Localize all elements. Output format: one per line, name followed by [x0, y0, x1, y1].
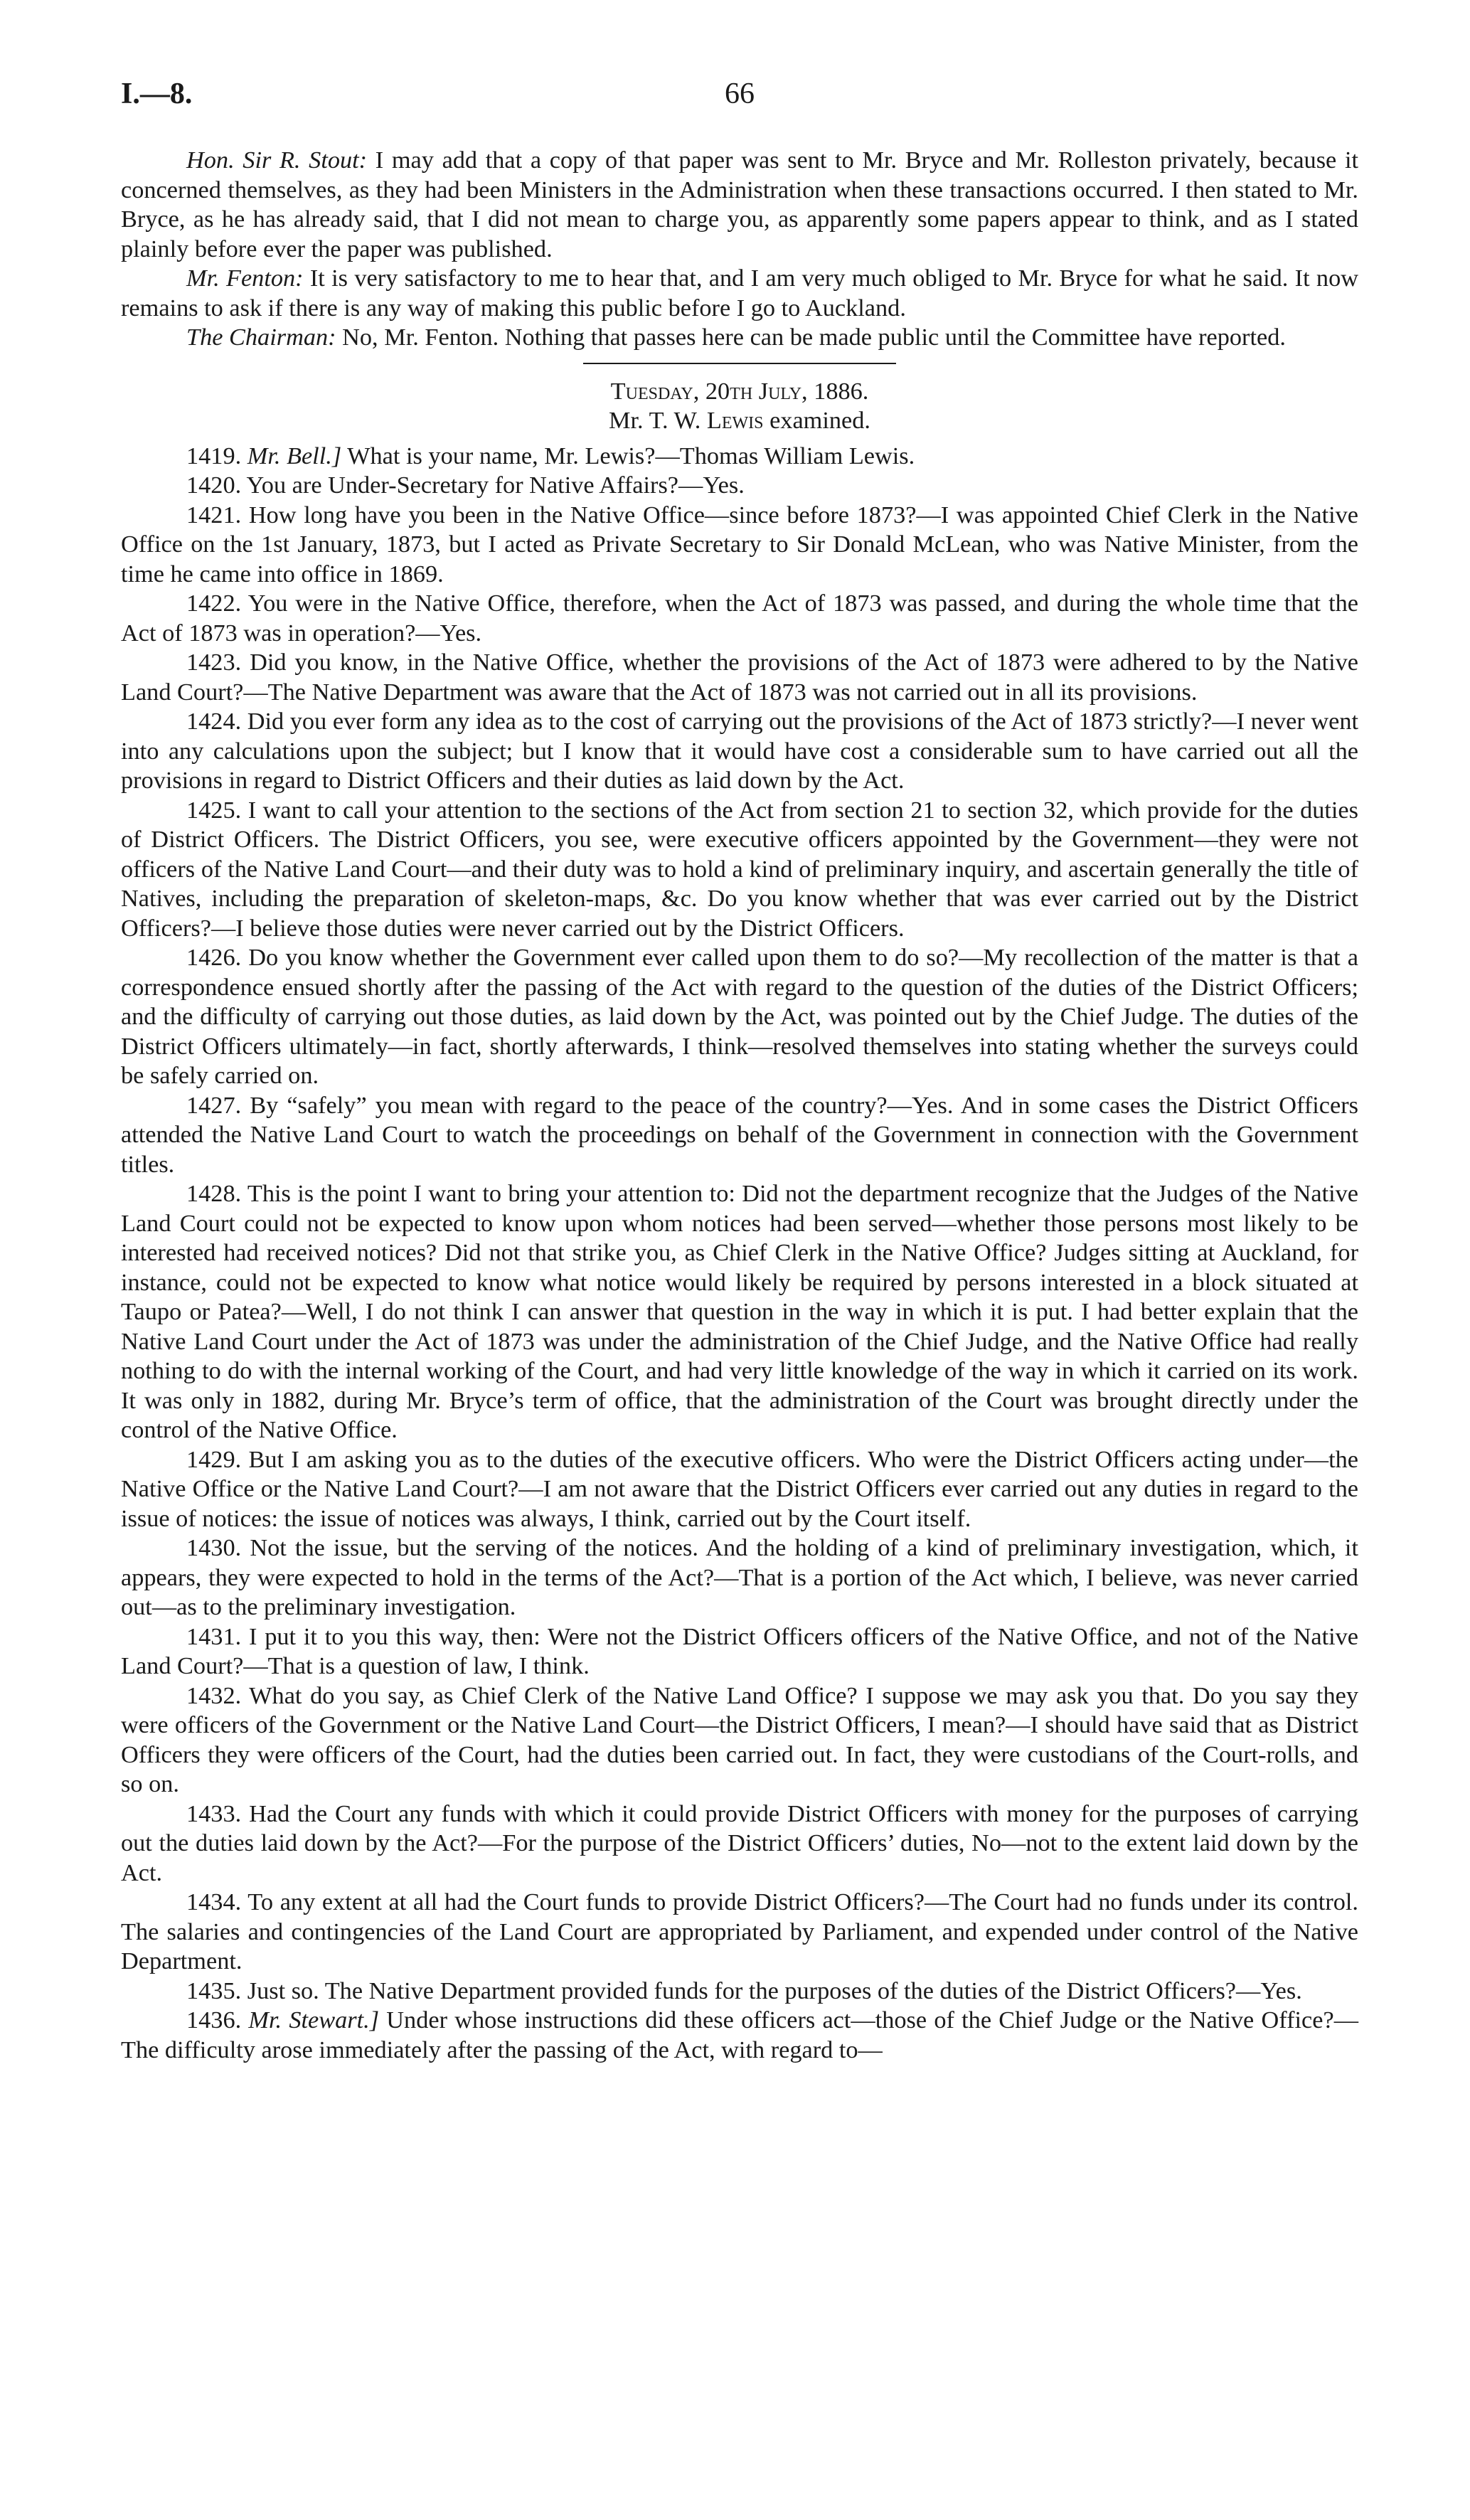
question-paragraph	[121, 648, 1358, 707]
question-speaker: Mr. Bell.]	[247, 442, 342, 469]
witness-heading	[121, 406, 1358, 436]
speaker-name: Mr. Fenton:	[186, 265, 304, 292]
question-text: You are Under-Secretary for Native Affairs?—Yes.	[241, 472, 745, 499]
question-number: 1435.	[186, 1977, 242, 2004]
question-text: Do you know whether the Government ever called upon them to do so?—My recollection of the matter is that a correspondence ensued shortly after the passing of the Act with regard to the question of the duties of the District Officers; and the difficulty of carrying out those duties, as laid down by the Act, was pointed out by the Chief Judge. The duties of the District Officers ultimately—in fact, shortly afterwards, I think—resolved themselves into stating whether the surveys could be safely carried on.	[121, 944, 1358, 1089]
witness-name: Lewis	[706, 407, 764, 434]
statement-text: No, Mr. Fenton. Nothing that passes here can be made public until the Committee have reported.	[336, 324, 1286, 351]
question-text: I want to call your attention to the sections of the Act from section 21 to section 32, which provide for the duties of District Officers. The District Officers, you see, were executive officers appointed by the Government—they were not officers of the Native Land Court—and their duty was to hold a kind of preliminary inquiry, and ascertain generally the title of Natives, including the preparation of skeleton-maps, &c. Do you know whether that was ever carried out by the District Officers?—I believe those duties were never carried out by the District Officers.	[121, 796, 1358, 942]
statement-text: I may add that a copy of that paper was sent to Mr. Bryce and Mr. Rolleston privately, because it concerned themselves, as they had been Ministers in the Administration when these transactions occurred. I then stated to Mr. Bryce, as he has already said, that I did not mean to charge you, as apparently some papers appear to think, and as I stated plainly before ever the paper was published.	[121, 147, 1358, 262]
question-number: 1420.	[186, 472, 242, 499]
section-divider	[583, 363, 896, 364]
question-number: 1433.	[186, 1799, 242, 1827]
question-number: 1428.	[186, 1180, 242, 1207]
question-paragraph	[121, 442, 1358, 472]
question-paragraph	[121, 1091, 1358, 1180]
witness-suffix: examined.	[763, 407, 870, 434]
question-number: 1436.	[186, 2006, 242, 2033]
document-reference: I.—8.	[121, 78, 193, 110]
question-paragraph	[121, 1533, 1358, 1622]
question-paragraph	[121, 1179, 1358, 1445]
witness-prefix: Mr. T. W.	[609, 407, 707, 434]
question-paragraph	[121, 1622, 1358, 1681]
question-number: 1423.	[186, 649, 242, 676]
question-number: 1419.	[186, 442, 242, 469]
question-number: 1431.	[186, 1622, 242, 1650]
question-text: You were in the Native Office, therefore, when the Act of 1873 was passed, and during the whole time that the Act of 1873 was in operation?—Yes.	[121, 590, 1358, 647]
document-body	[121, 146, 1358, 2065]
question-text: By “safely” you mean with regard to the peace of the country?—Yes. And in some cases the District Officers attended the Native Land Court to watch the proceedings on behalf of the Government in connection with the Government titles.	[121, 1091, 1358, 1178]
question-number: 1429.	[186, 1445, 242, 1473]
question-paragraph	[121, 707, 1358, 796]
question-text: How long have you been in the Native Office—since before 1873?—I was appointed Chief Clerk in the Native Office on the 1st January, 1873, but I acted as Private Secretary to Sir Donald McLean, who was Native Minister, from the time he came into office in 1869.	[121, 501, 1358, 588]
question-text: I put it to you this way, then: Were not the District Officers officers of the Native Office, and not of the Native Land Court?—That is a question of law, I think.	[121, 1622, 1358, 1679]
question-text: Did you know, in the Native Office, whether the provisions of the Act of 1873 were adhered to by the Native Land Court?—The Native Department was aware that the Act of 1873 was not carried out in all its provisions.	[121, 649, 1358, 706]
question-number: 1422.	[186, 590, 242, 617]
speaker-name: The Chairman:	[186, 324, 336, 351]
question-number: 1432.	[186, 1681, 242, 1709]
statement-text: It is very satisfactory to me to hear that, and I am very much obliged to Mr. Bryce for what he said. It now remains to ask if there is any way of making this public before I go to Auckland.	[121, 265, 1358, 321]
statement-paragraph	[121, 323, 1358, 353]
question-number: 1424.	[186, 708, 242, 735]
question-paragraph	[121, 2006, 1358, 2065]
question-paragraph	[121, 1977, 1358, 2006]
question-paragraph	[121, 501, 1358, 590]
question-number: 1430.	[186, 1534, 242, 1561]
question-text: Just so. The Native Department provided funds for the purposes of the duties of the District Officers?—Yes.	[241, 1977, 1302, 2004]
question-paragraph	[121, 589, 1358, 648]
question-text: Did you ever form any idea as to the cost of carrying out the provisions of the Act of 1873 strictly?—I never went into any calculations upon the subject; but I know that it would have cost a considerable sum to have carried out all the provisions in regard to District Officers and their duties as laid down by the Act.	[121, 708, 1358, 794]
question-paragraph	[121, 1888, 1358, 1977]
question-text: Had the Court any funds with which it could provide District Officers with money for the purposes of carrying out the duties laid down by the Act?—For the purpose of the District Officers’ duties, No—not to the extent laid down by the Act.	[121, 1799, 1358, 1886]
question-paragraph	[121, 1799, 1358, 1888]
question-number: 1425.	[186, 796, 242, 824]
session-date: Tuesday, 20th July, 1886.	[610, 377, 869, 405]
question-text: Under whose instructions did these officers act—those of the Chief Judge or the Native Office?—The difficulty arose immediately after the passing of the Act, with regard to—	[121, 2006, 1358, 2063]
question-paragraph	[121, 1445, 1358, 1534]
question-number: 1427.	[186, 1091, 242, 1119]
question-number: 1426.	[186, 944, 242, 971]
statement-paragraph	[121, 146, 1358, 264]
page-number: 66	[725, 78, 755, 110]
question-text: What is your name, Mr. Lewis?—Thomas William Lewis.	[341, 442, 915, 469]
statement-paragraph	[121, 264, 1358, 323]
question-paragraph	[121, 943, 1358, 1091]
question-text: Not the issue, but the serving of the notices. And the holding of a kind of preliminary investigation, which, it appears, they were expected to hold in the terms of the Act?—That is a portion of the Act which, I believe, was never carried out—as to the preliminary investigation.	[121, 1534, 1358, 1620]
speaker-name: Hon. Sir R. Stout:	[186, 147, 368, 174]
question-paragraph	[121, 796, 1358, 944]
question-text: To any extent at all had the Court funds to provide District Officers?—The Court had no funds under its control. The salaries and contingencies of the Land Court are appropriated by Parliament, and expended under control of the Native Department.	[121, 1888, 1358, 1974]
question-text: But I am asking you as to the duties of the executive officers. Who were the District Officers acting under—the Native Office or the Native Land Court?—I am not aware that the District Officers ever carried out any duties in regard to the issue of notices: the issue of notices was always, I think, carried out by the Court itself.	[121, 1445, 1358, 1532]
page-header	[121, 77, 1358, 119]
question-speaker: Mr. Stewart.]	[248, 2006, 380, 2033]
question-text: What do you say, as Chief Clerk of the Native Land Office? I suppose we may ask you that. Do you say they were officers of the Government or the Native Land Court—the District Officers, I mean?—I should have said that as District Officers they were officers of the Court, had the duties been carried out. In fact, they were custodians of the Court-rolls, and so on.	[121, 1681, 1358, 1797]
question-number: 1434.	[186, 1888, 242, 1915]
question-text: This is the point I want to bring your attention to: Did not the department recognize that the Judges of the Native Land Court could not be expected to know upon whom notices had been served—whether those persons most likely to be interested had received notices? Did not that strike you, as Chief Clerk in the Native Office? Judges sitting at Auckland, for instance, could not be expected to know what notice would likely be required by persons interested in a block situated at Taupo or Patea?—Well, I do not think I can answer that question in the way in which it is put. I had better explain that the Native Land Court under the Act of 1873 was under the administration of the Chief Judge, and the Native Office had really nothing to do with the internal working of the Court, and had very little knowledge of the way in which it carried on its work. It was only in 1882, during Mr. Bryce’s term of office, that the administration of the Court was brought directly under the control of the Native Office.	[121, 1180, 1358, 1443]
question-number: 1421.	[186, 501, 242, 528]
question-paragraph	[121, 1681, 1358, 1799]
question-paragraph	[121, 471, 1358, 501]
